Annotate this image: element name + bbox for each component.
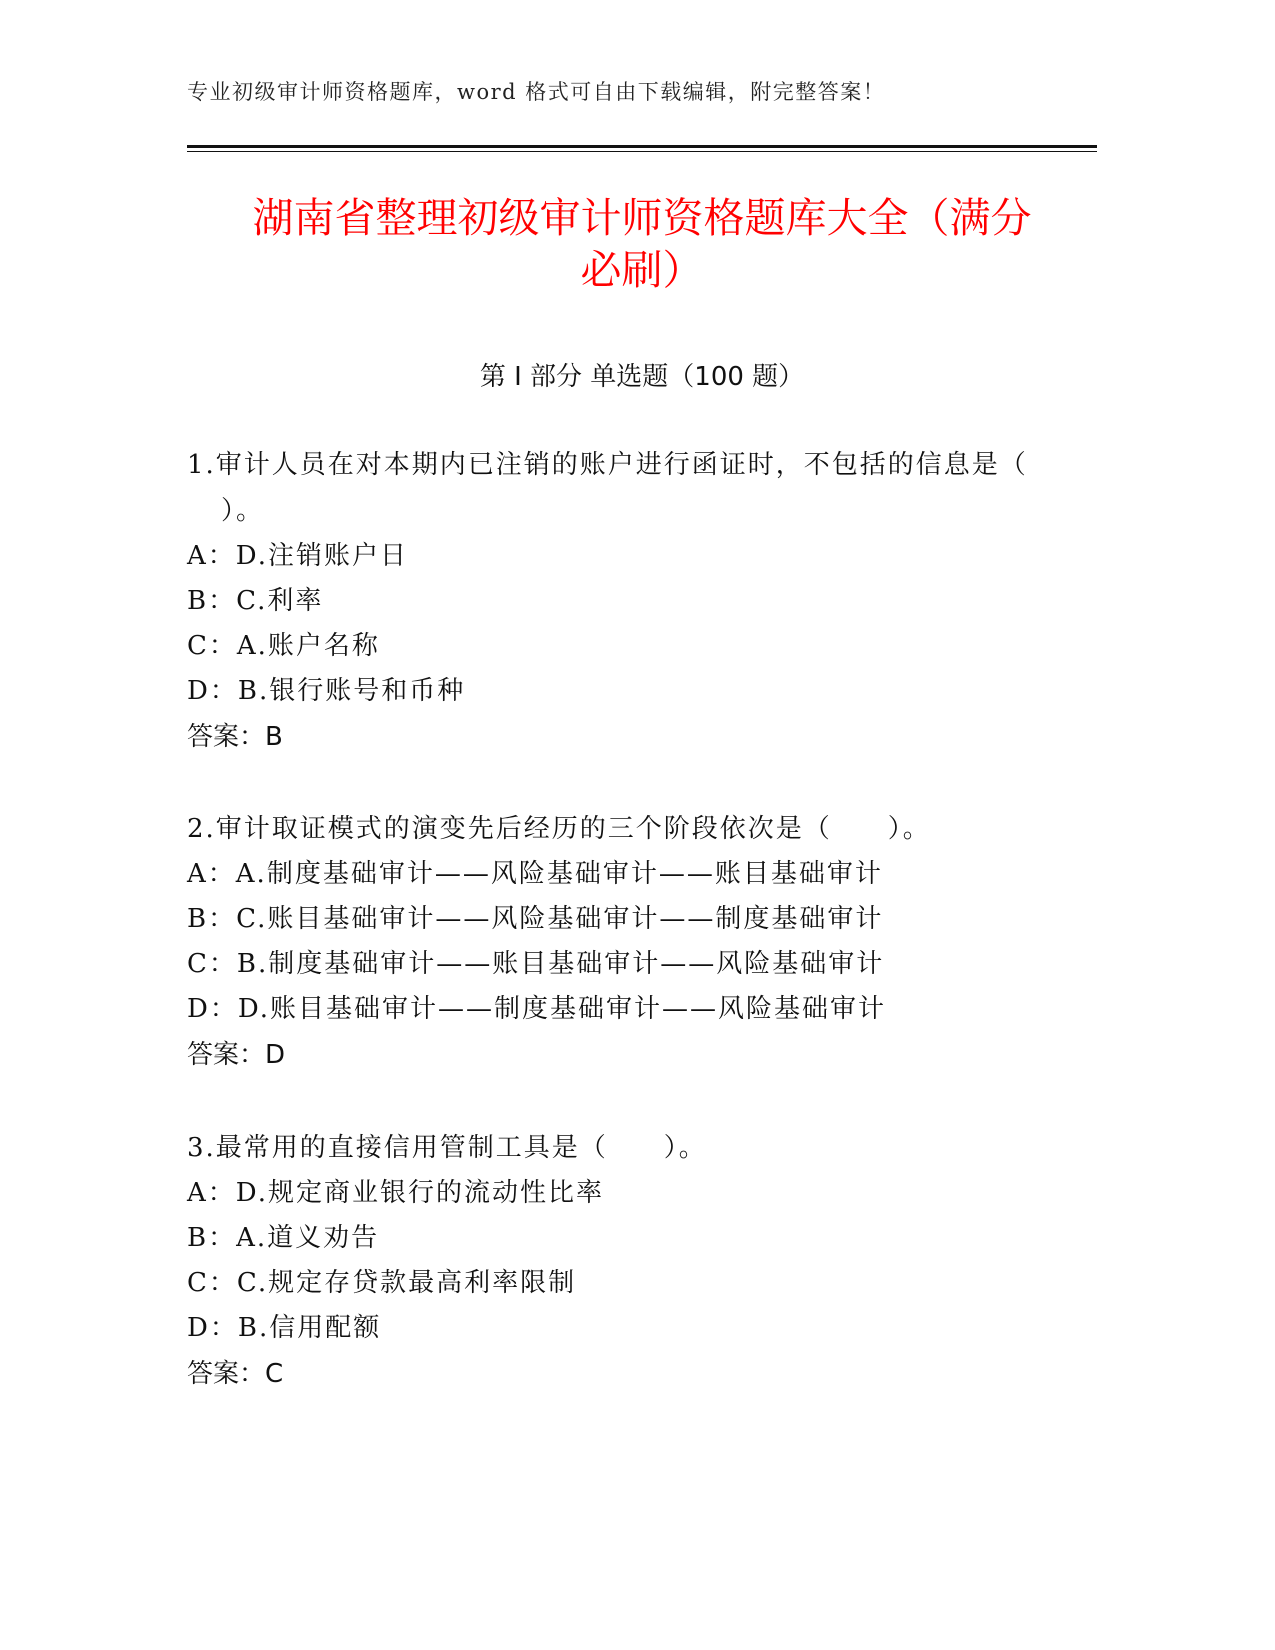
option-c: C：C.规定存贷款最高利率限制 <box>187 1268 577 1298</box>
document-title-line-1: 湖南省整理初级审计师资格题库大全（满分 <box>252 194 1032 242</box>
header-note: 专业初级审计师资格题库，word 格式可自由下载编辑，附完整答案！ <box>187 80 886 104</box>
document-title <box>187 192 1097 296</box>
option-d: D：D.账目基础审计——制度基础审计——风险基础审计 <box>187 994 887 1024</box>
question-stem <box>187 806 1067 852</box>
answer-line: 答案：C <box>187 1359 284 1389</box>
question-2 <box>187 806 1067 1078</box>
question-1 <box>187 442 1067 760</box>
question-stem-line: ）。 <box>221 496 265 526</box>
option-a: A：D.注销账户日 <box>187 541 408 571</box>
question-stem-line: 2.审计取证模式的演变先后经历的三个阶段依次是（ ）。 <box>187 814 931 844</box>
option-d: D：B.信用配额 <box>187 1313 382 1343</box>
answer-line: 答案：D <box>187 1040 286 1070</box>
document-title-line-2: 必刷） <box>580 246 704 294</box>
section-heading: 第 I 部分 单选题（100 题） <box>479 362 805 392</box>
option-c: C：B.制度基础审计——账目基础审计——风险基础审计 <box>187 949 885 979</box>
option-c: C：A.账户名称 <box>187 631 380 661</box>
question-stem-line: 1.审计人员在对本期内已注销的账户进行函证时，不包括的信息是（ <box>187 450 1028 480</box>
question-stem-line: 3.最常用的直接信用管制工具是（ ）。 <box>187 1133 707 1163</box>
option-b: B：A.道义劝告 <box>187 1223 380 1253</box>
option-a: A：A.制度基础审计——风险基础审计——账目基础审计 <box>187 859 883 889</box>
question-stem <box>187 1125 1067 1171</box>
answer-line: 答案：B <box>187 722 283 752</box>
option-b: B：C.利率 <box>187 586 324 616</box>
option-b: B：C.账目基础审计——风险基础审计——制度基础审计 <box>187 904 884 934</box>
question-stem <box>187 442 1067 534</box>
question-3 <box>187 1125 1067 1397</box>
header-divider-thick <box>187 145 1097 148</box>
option-d: D：B.银行账号和币种 <box>187 676 466 706</box>
option-a: A：D.规定商业银行的流动性比率 <box>187 1178 604 1208</box>
header-divider-thin <box>187 151 1097 152</box>
